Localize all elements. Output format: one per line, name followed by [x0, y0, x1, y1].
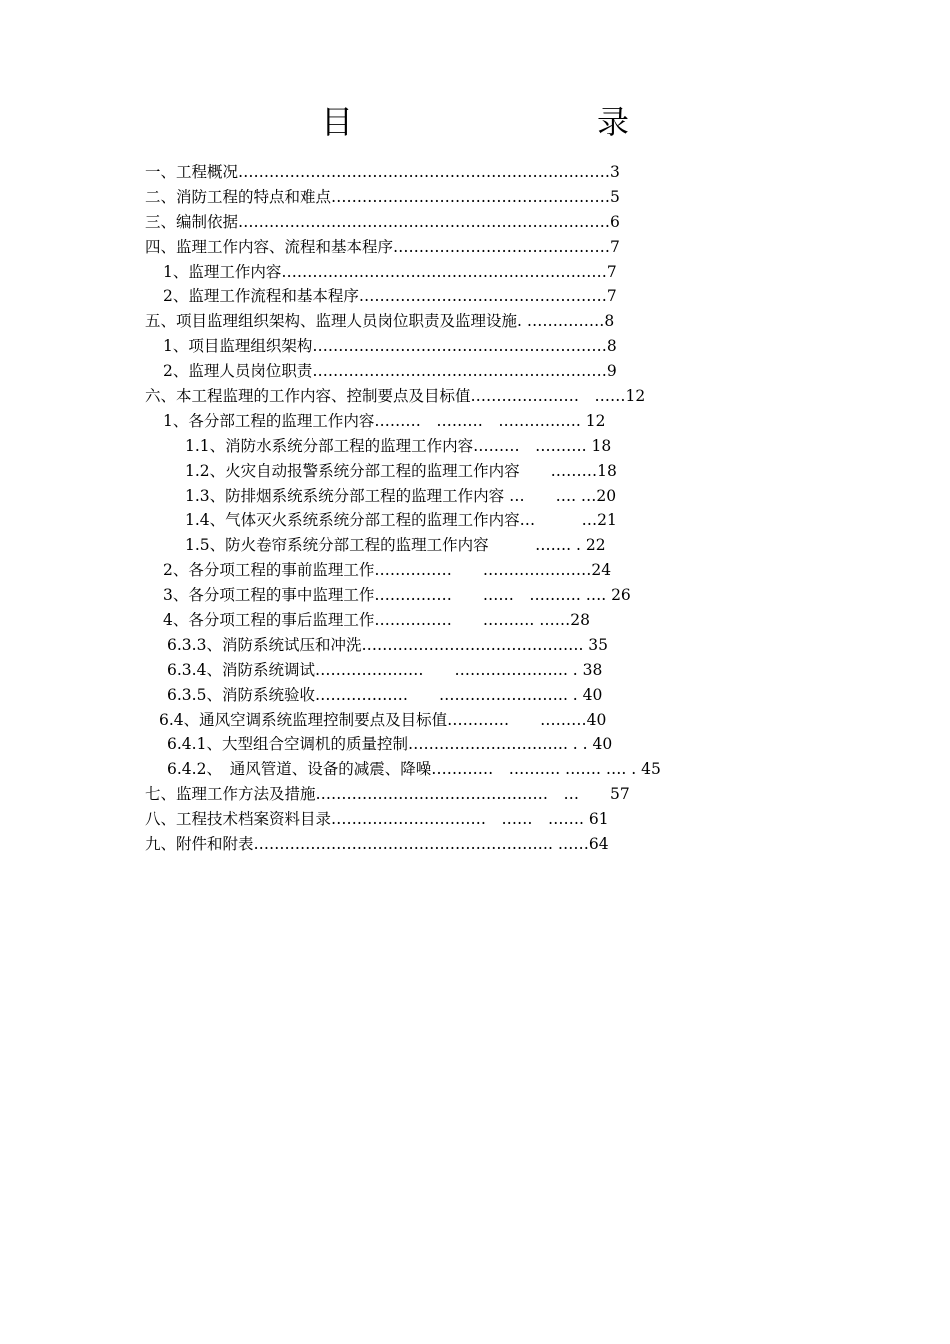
toc-entry-text: 1.1、消防水系统分部工程的监理工作内容……… ………. 18 [185, 436, 612, 455]
toc-entry[interactable] [145, 284, 785, 309]
toc-entry[interactable] [145, 683, 785, 708]
toc-entry-text: 七、监理工作方法及措施……………………………………… … 57 [145, 785, 630, 804]
table-of-contents [145, 160, 785, 857]
toc-entry-text: 一、工程概况………………………………………………………………3 [145, 163, 620, 181]
toc-entry-text: 六、本工程监理的工作内容、控制要点及目标值………………… ……12 [145, 387, 646, 406]
toc-entry[interactable] [145, 459, 785, 484]
toc-entry-text: 1.2、火灾自动报警系统分部工程的监理工作内容 ………18 [185, 461, 617, 480]
toc-entry[interactable] [145, 583, 785, 608]
toc-entry-text: 1.3、防排烟系统系统分部工程的监理工作内容 … …. …20 [185, 486, 617, 505]
toc-entry[interactable] [145, 608, 785, 633]
toc-entry-text: 6.4.1、大型组合空调机的质量控制…………………………. . . 40 [167, 735, 613, 754]
toc-entry[interactable] [145, 807, 785, 832]
toc-entry-text: 6.4、通风空调系统监理控制要点及目标值………… ………40 [159, 710, 607, 729]
toc-entry-text: 五、项目监理组织架构、监理人员岗位职责及监理设施. ……………8 [145, 312, 615, 331]
toc-entry[interactable] [145, 185, 785, 210]
toc-entry[interactable] [145, 633, 785, 658]
toc-entry[interactable] [145, 359, 785, 384]
toc-entry[interactable] [145, 260, 785, 285]
toc-entry[interactable] [145, 309, 785, 334]
toc-title: 目 录 [320, 103, 689, 141]
toc-entry-text: 6.4.2、 通风管道、设备的减震、降噪………… ………. ……. …. . 45 [167, 760, 661, 779]
toc-entry[interactable] [145, 558, 785, 583]
toc-entry[interactable] [145, 708, 785, 733]
toc-entry[interactable] [145, 235, 785, 260]
toc-entry-text: 6.3.4、消防系统调试………………… …………………. . 38 [167, 660, 603, 679]
toc-entry-text: 2、监理人员岗位职责…………………………………………………9 [163, 362, 617, 381]
toc-entry-text: 6.3.5、消防系统验收……………… ……………………. . 40 [167, 685, 603, 704]
toc-entry[interactable] [145, 409, 785, 434]
toc-entry-text: 1、监理工作内容………………………………………………………7 [163, 262, 617, 281]
toc-entry[interactable] [145, 334, 785, 359]
toc-entry-text: 1、项目监理组织架构…………………………………………………8 [163, 337, 617, 356]
toc-entry[interactable] [145, 434, 785, 459]
toc-entry[interactable] [145, 533, 785, 558]
toc-entry-text: 四、监理工作内容、流程和基本程序……………………………………7 [145, 237, 620, 256]
toc-entry[interactable] [145, 210, 785, 235]
toc-entry[interactable] [145, 508, 785, 533]
toc-entry-text: 6.3.3、消防系统试压和冲洗……………………………………. 35 [167, 635, 609, 654]
toc-entry[interactable] [145, 384, 785, 409]
toc-entry-text: 1、各分部工程的监理工作内容……… ……… ……………. 12 [163, 411, 606, 430]
toc-entry-text: 4、各分项工程的事后监理工作…………… ………. ……28 [163, 611, 590, 630]
toc-entry-text: 九、附件和附表…………………………………………………. ……64 [145, 835, 609, 854]
toc-entry[interactable] [145, 484, 785, 509]
toc-entry[interactable] [145, 782, 785, 807]
toc-entry-text: 三、编制依据………………………………………………………………6 [145, 212, 620, 231]
toc-entry-text: 八、工程技术档案资料目录………………………… …… ……. 61 [145, 810, 609, 829]
toc-entry[interactable] [145, 160, 785, 185]
toc-entry-text: 1.4、气体灭火系统系统分部工程的监理工作内容… …21 [185, 511, 617, 530]
toc-entry[interactable] [145, 757, 785, 782]
toc-entry[interactable] [145, 732, 785, 757]
toc-entry-text: 2、各分项工程的事前监理工作…………… …………………24 [163, 561, 612, 580]
toc-entry-text: 1.5、防火卷帘系统分部工程的监理工作内容 ……. . 22 [185, 536, 606, 555]
toc-entry[interactable] [145, 658, 785, 683]
toc-entry-text: 二、消防工程的特点和难点………………………………………………5 [145, 187, 620, 206]
toc-entry-text: 2、监理工作流程和基本程序…………………………………………7 [163, 287, 617, 306]
toc-entry[interactable] [145, 832, 785, 857]
toc-entry-text: 3、各分项工程的事中监理工作…………… …… ………. …. 26 [163, 586, 631, 605]
